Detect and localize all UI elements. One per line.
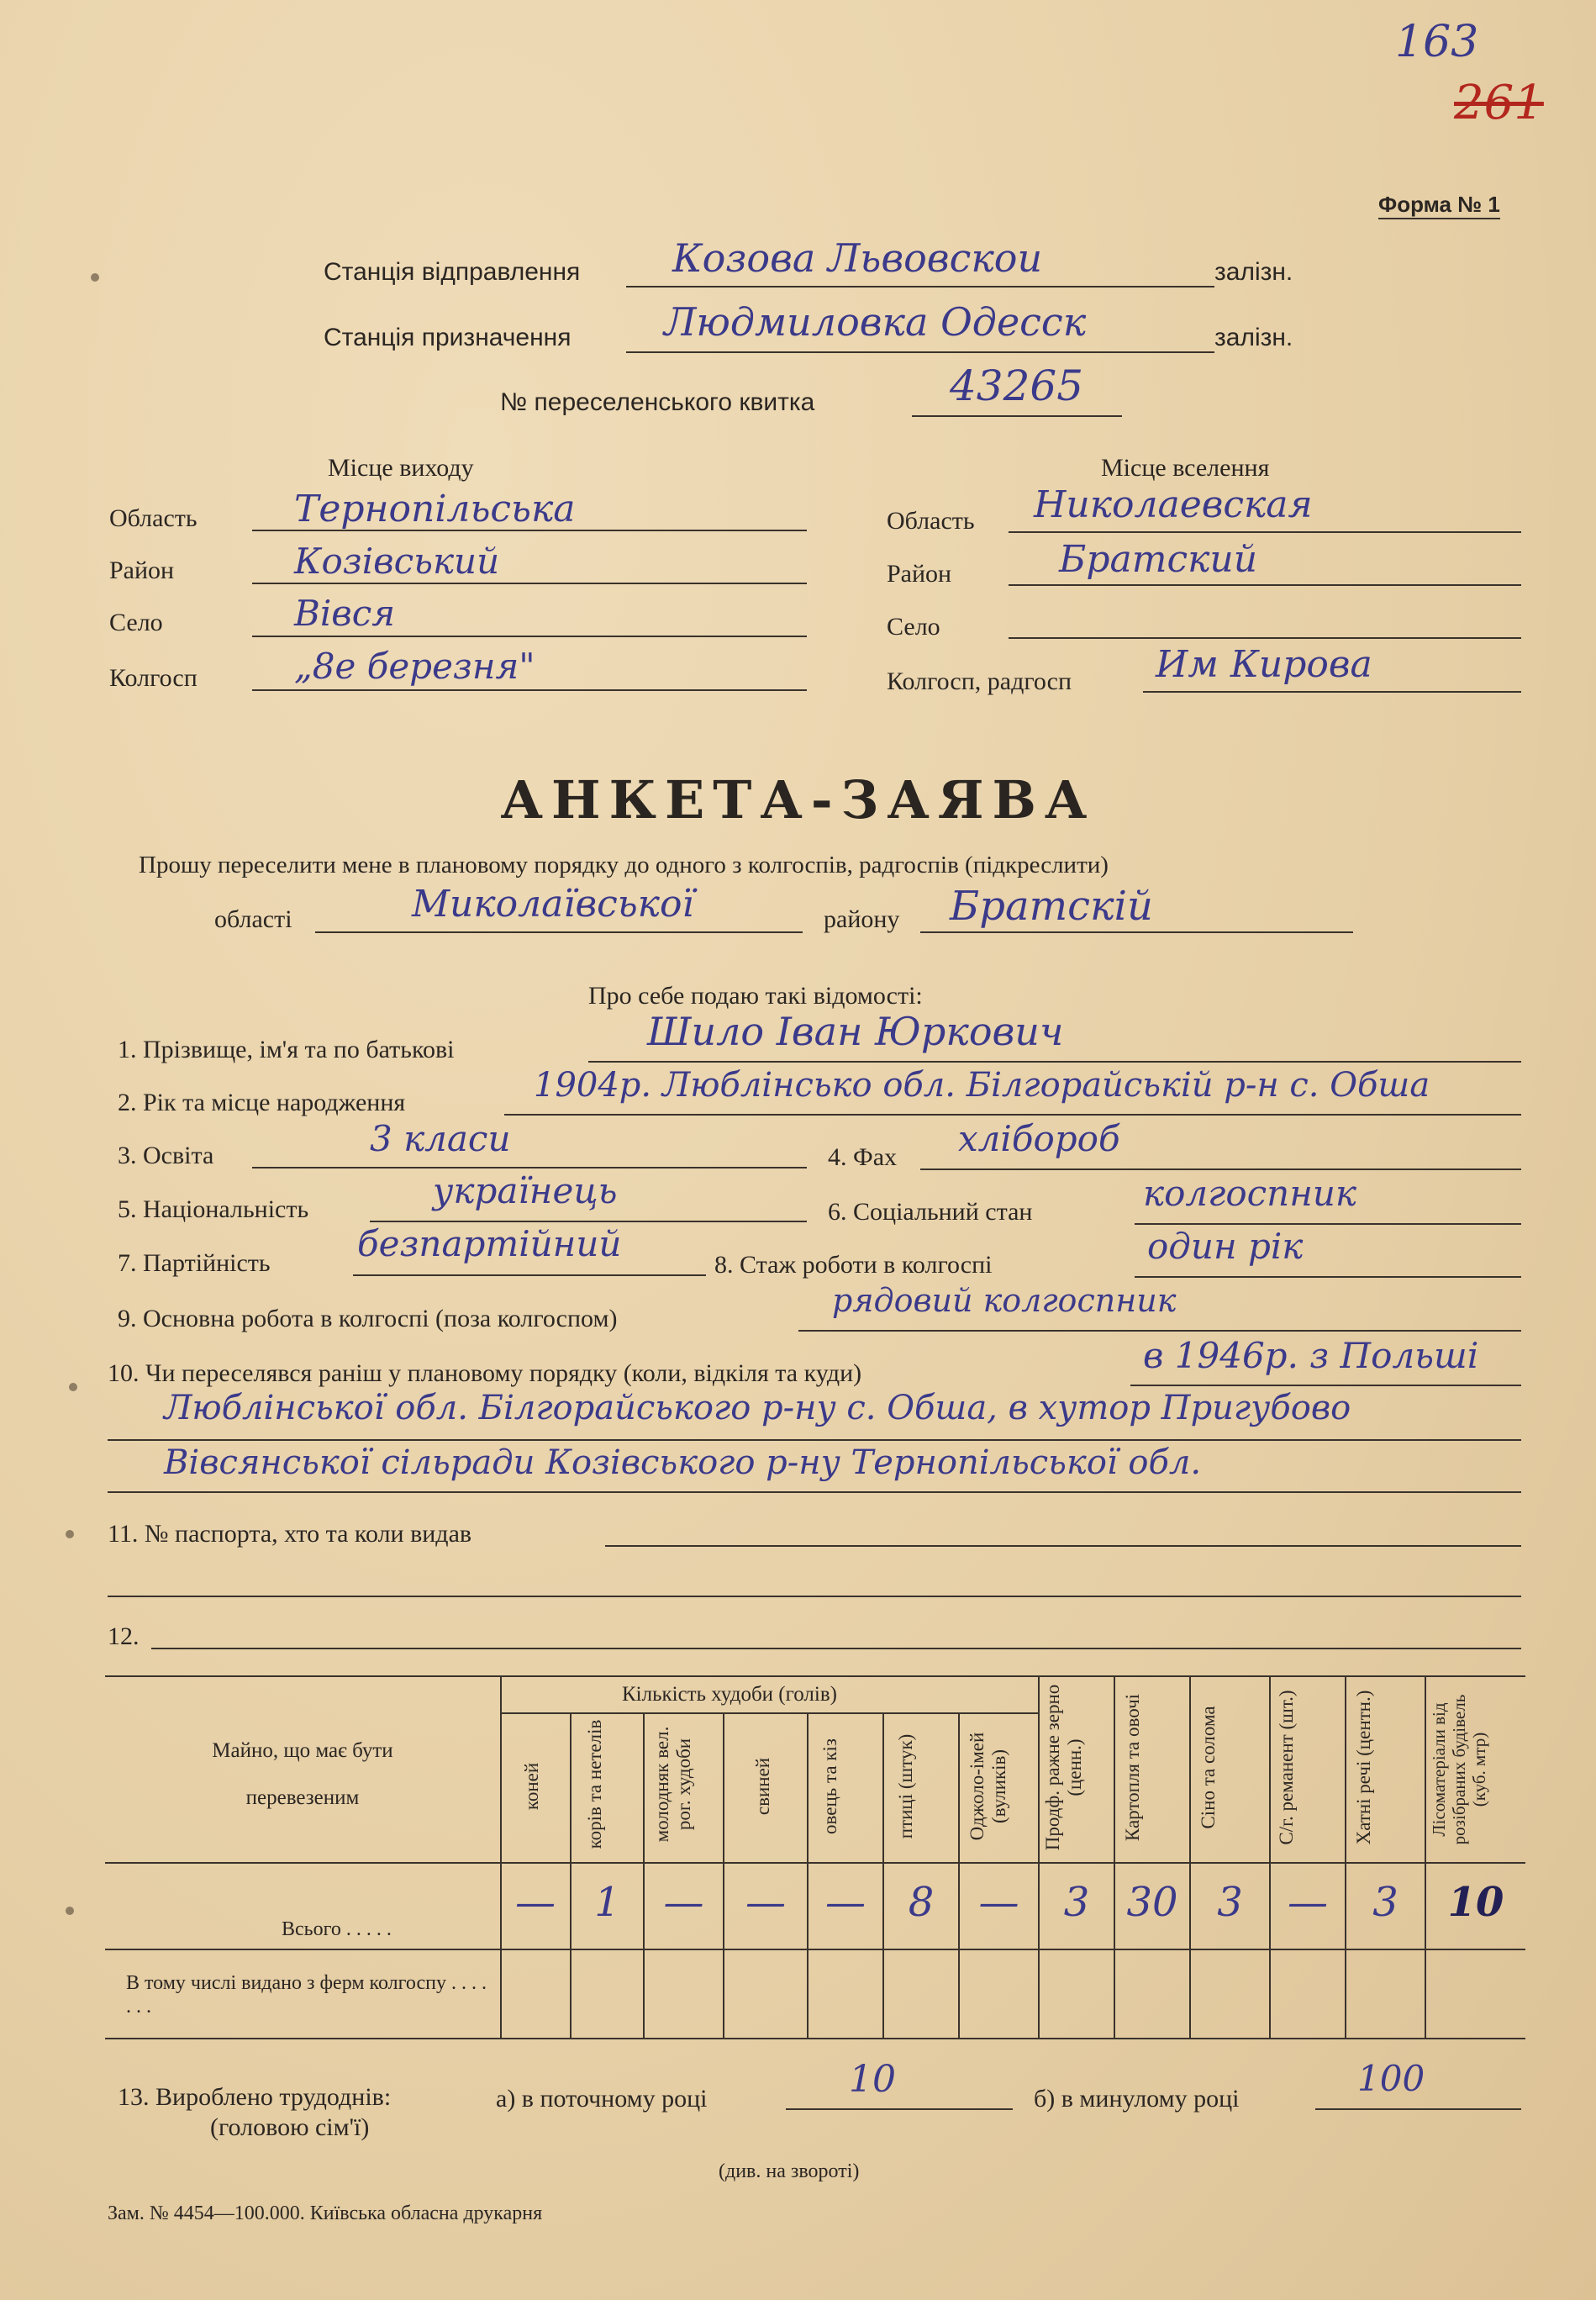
cell-total: 10 [1447, 1879, 1504, 1926]
archive-number: 163 [1395, 17, 1479, 67]
q7-label: 7. Партійність [118, 1249, 271, 1277]
row-farm-label [126, 1971, 487, 2018]
cell-total: 3 [1372, 1879, 1398, 1926]
origin-oblast-label: Область [109, 504, 198, 532]
q6-value: колгоспник [1143, 1173, 1356, 1214]
cell-total: — [663, 1879, 704, 1926]
settlement-oblast-value: Николаевская [1034, 483, 1313, 526]
punch-mark [69, 1383, 77, 1391]
q7-value: безпартійний [357, 1223, 622, 1264]
q2-label: 2. Рік та місце народження [118, 1089, 406, 1116]
ticket-label: № переселенського квитка [500, 388, 815, 416]
q10-label: 10. Чи переселявся раніш у плановому порядку (коли, відкіля та куди) [108, 1359, 862, 1387]
departure-value: Козова Львовскои [672, 235, 1043, 281]
origin-raion-value: Козівський [294, 541, 500, 582]
destination-value: Людмиловка Одесск [664, 299, 1087, 345]
col-header: птиці (штук) [895, 1733, 916, 1839]
request-region-value: Миколаївської [412, 883, 694, 926]
q3-label: 3. Освіта [118, 1142, 214, 1169]
settlement-raion-label: Район [887, 560, 952, 588]
request-region-label: області [214, 905, 292, 933]
q13-current-value: 10 [849, 2058, 896, 2101]
q3-value: 3 класи [370, 1118, 511, 1159]
origin-kolhosp-value: „8е березня" [294, 646, 535, 687]
cell-total: — [978, 1879, 1019, 1926]
q6-label: 6. Соціальний стан [828, 1198, 1033, 1226]
settlement-oblast-label: Область [887, 507, 975, 535]
row-farm-label-text: В тому числі видано з ферм колгоспу . . . . . . . [126, 1972, 487, 2018]
departure-label: Станція відправлення [324, 258, 581, 286]
cell-total: 3 [1063, 1879, 1090, 1926]
destination-suffix: залізн. [1214, 324, 1293, 351]
q1-value: Шило Іван Юркович [647, 1009, 1064, 1054]
q9-value: рядовий колгоспник [832, 1282, 1177, 1319]
origin-oblast-value: Тернопільська [294, 488, 576, 530]
q5-label: 5. Національність [118, 1195, 309, 1223]
col-header: Продф. ражне зерно (ценн.) [1042, 1684, 1085, 1851]
see-reverse-note: (див. на звороті) [719, 2160, 860, 2182]
cell-total: 3 [1217, 1879, 1243, 1926]
cell-total: 1 [594, 1879, 620, 1926]
col-header: Сіно та солома [1198, 1706, 1219, 1829]
q1-label: 1. Прізвище, ім'я та по батькові [118, 1036, 455, 1063]
cell-total: — [825, 1879, 866, 1926]
livestock-header: Кількість худоби (голів) [622, 1683, 837, 1706]
q5-value: українець [433, 1170, 618, 1211]
origin-heading: Місце виходу [328, 454, 474, 482]
q8-label: 8. Стаж роботи в колгоспі [714, 1251, 993, 1279]
q10-value-line3: Вівсянської сільради Козівського р-ну Тернопільської обл. [164, 1443, 1202, 1482]
request-text: Прошу переселити мене в плановому порядку до одного з колгоспів, радгоспів (підкреслити) [139, 852, 1109, 878]
cell-total: — [515, 1879, 556, 1926]
q4-label: 4. Фах [828, 1143, 898, 1171]
q4-value: хлібороб [958, 1118, 1120, 1159]
property-header [160, 1728, 445, 1822]
settlement-heading: Місце вселення [1101, 454, 1270, 482]
ticket-value: 43265 [950, 361, 1084, 410]
col-header: Оджоло-імей (вуликів) [967, 1732, 1009, 1841]
q13-previous-label: б) в минулому році [1034, 2085, 1240, 2113]
col-header: коней [521, 1762, 542, 1811]
col-header: С/г. реманент (шт.) [1276, 1690, 1297, 1845]
cell-total: — [1288, 1879, 1328, 1926]
origin-raion-label: Район [109, 557, 175, 584]
origin-selo-label: Село [109, 609, 163, 636]
q8-value: один рік [1147, 1226, 1304, 1267]
punch-mark [91, 273, 99, 282]
punch-mark [66, 1530, 74, 1538]
cell-total: — [745, 1879, 786, 1926]
cell-total: 8 [908, 1879, 935, 1926]
settlement-selo-label: Село [887, 613, 940, 641]
q13-current-label: а) в поточному році [496, 2085, 708, 2113]
printer-note: Зам. № 4454—100.000. Київська обласна друкарня [108, 2202, 543, 2224]
q13-sublabel: (головою сім'ї) [210, 2113, 370, 2141]
page-title: АНКЕТА-ЗАЯВА [500, 769, 1096, 831]
settlement-raion-value: Братский [1059, 538, 1258, 581]
property-header-text: Майно, що має бути перевезеним [212, 1739, 393, 1809]
settlement-kolhosp-value: Им Кирова [1156, 643, 1372, 686]
destination-label: Станція призначення [324, 324, 572, 351]
q13-previous-value: 100 [1357, 2058, 1425, 2099]
request-district-label: району [824, 905, 900, 933]
departure-suffix: залізн. [1214, 258, 1293, 286]
col-header: Хатні речі (центн.) [1353, 1690, 1374, 1845]
form-number: Форма № 1 [1378, 192, 1500, 219]
punch-mark [66, 1907, 74, 1915]
settlement-kolhosp-label: Колгосп, радгосп [887, 667, 1072, 695]
col-header: свиней [752, 1757, 773, 1816]
q9-label: 9. Основна робота в колгоспі (поза колгоспом) [118, 1305, 618, 1332]
intro-text: Про себе подаю такі відомості: [588, 982, 923, 1010]
col-header: Картопля та овочі [1122, 1693, 1143, 1842]
col-header: Лісоматеріали від розібраних будівель (куб. мтр) [1429, 1694, 1489, 1845]
col-header: молодняк вел. рог. худоби [651, 1726, 694, 1843]
q11-label: 11. № паспорта, хто та коли видав [108, 1520, 472, 1548]
cell-total: 30 [1126, 1879, 1178, 1926]
col-header: корів та нетелів [584, 1719, 605, 1849]
row-total-label: Всього . . . . . [282, 1918, 392, 1940]
archive-number-crossed: 261 [1454, 76, 1544, 130]
q12-label: 12. [108, 1622, 140, 1650]
request-district-value: Братскій [950, 883, 1153, 930]
q13-label: 13. Вироблено трудоднів: [118, 2083, 392, 2111]
q10-value-line1: в 1946р. з Польші [1143, 1335, 1479, 1376]
origin-selo-value: Вівся [294, 593, 396, 634]
q10-value-line2: Люблінської обл. Білгорайського р-ну с. Обша, в хутор Пригубово [164, 1389, 1351, 1427]
col-header: овець та кіз [819, 1738, 840, 1834]
q2-value: 1904р. Люблінсько обл. Білгорайській р-н с. Обша [534, 1066, 1430, 1105]
origin-kolhosp-label: Колгосп [109, 664, 198, 692]
